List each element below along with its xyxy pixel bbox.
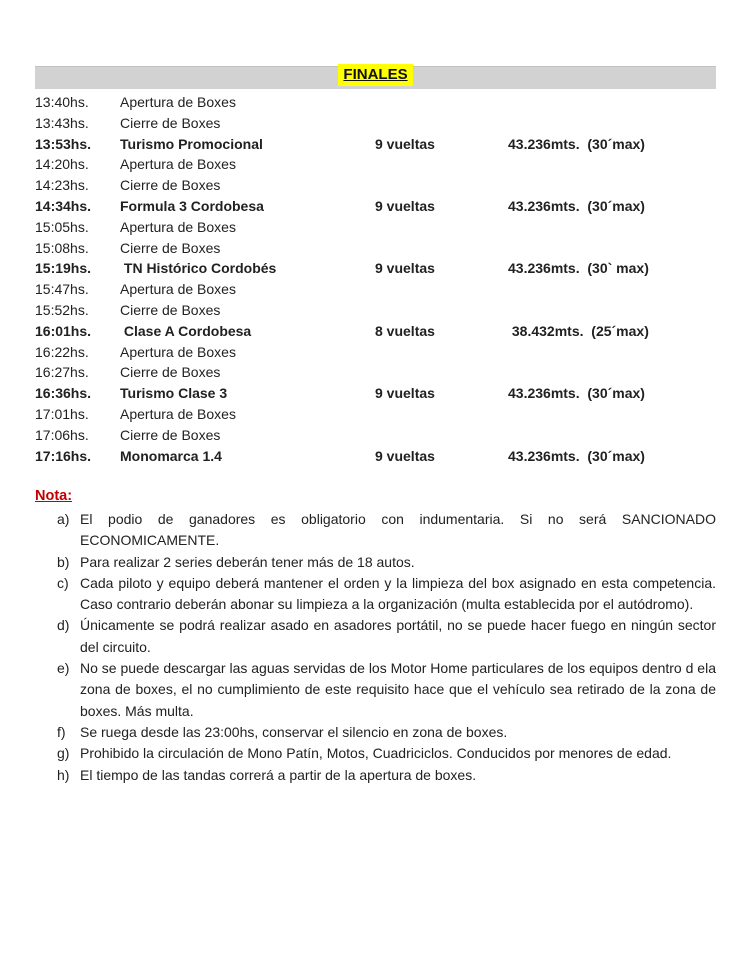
row-event: Cierre de Boxes [120,239,221,256]
row-event: Cierre de Boxes [120,114,221,131]
row-time: 15:52hs. [35,301,89,318]
note-text: El podio de ganadores es obligatorio con indumentaria. Si no será SANCIONADO ECONOMICAMENTE. [80,511,716,549]
notes-section [35,486,716,786]
note-item [57,552,716,573]
schedule-row [35,175,735,196]
schedule-row [35,113,735,134]
row-laps [375,279,508,300]
row-event: Cierre de Boxes [120,364,221,381]
row-time: 13:53hs. [35,135,92,152]
row-laps: 9 vueltas [375,385,435,402]
note-letter: b) [57,553,70,570]
row-event: Monomarca 1.4 [120,447,222,464]
note-item [57,765,716,786]
row-time: 16:22hs. [35,343,89,360]
row-time: 15:05hs. [35,218,89,235]
note-letter: a) [57,511,70,527]
notes-title: Nota: [35,488,73,504]
section-title-finales: FINALES [338,64,412,86]
row-laps: 9 vueltas [375,447,435,464]
row-time: 16:01hs. [35,322,92,339]
row-event: Apertura de Boxes [120,218,236,235]
row-event: Turismo Clase 3 [120,385,228,402]
note-item [57,658,716,722]
schedule-row [35,321,735,342]
note-text: Se ruega desde las 23:00hs, conservar el silencio en zona de boxes. [80,723,508,740]
row-distance [508,154,735,175]
row-time: 14:34hs. [35,197,92,214]
note-item [57,509,716,552]
row-laps [375,425,508,446]
row-distance: 43.236mts. (30´max) [508,135,645,152]
schedule-row [35,258,735,279]
row-time: 15:19hs. [35,260,92,277]
row-distance [508,175,735,196]
row-distance [508,238,735,259]
note-text: Prohibido la circulación de Mono Patín, Motos, Cuadriciclos. Conducidos por menores de edad. [80,745,672,762]
row-laps [375,362,508,383]
row-time: 14:23hs. [35,177,89,194]
row-time: 13:43hs. [35,114,89,131]
row-time: 16:36hs. [35,385,92,402]
row-event: Apertura de Boxes [120,343,236,360]
row-distance: 43.236mts. (30´max) [508,197,645,214]
row-laps [375,300,508,321]
note-text: Para realizar 2 series deberán tener más de 18 autos. [80,553,415,570]
schedule-row [35,134,735,155]
schedule-row [35,362,735,383]
row-event: Apertura de Boxes [120,94,236,110]
schedule-row [35,92,735,113]
schedule-row [35,300,735,321]
row-distance [508,342,735,363]
row-time: 15:08hs. [35,239,89,256]
row-laps: 8 vueltas [375,322,435,339]
row-time: 17:16hs. [35,447,92,464]
schedule-row [35,279,735,300]
row-distance: 43.236mts. (30´max) [508,385,645,402]
note-text: El tiempo de las tandas correrá a partir de la apertura de boxes. [80,766,477,783]
note-item [57,722,716,743]
row-event: Turismo Promocional [120,135,263,152]
schedule-row [35,238,735,259]
schedule-row [35,446,735,467]
row-laps [375,404,508,425]
row-event: Apertura de Boxes [120,405,236,422]
note-item [57,615,716,658]
row-distance [508,279,735,300]
row-event: Formula 3 Cordobesa [120,197,264,214]
note-letter: c) [57,574,69,591]
row-event: Cierre de Boxes [120,426,221,443]
row-time: 13:40hs. [35,94,89,110]
row-event: Clase A Cordobesa [120,322,252,339]
row-event: Cierre de Boxes [120,177,221,194]
row-distance [508,404,735,425]
note-text: Cada piloto y equipo deberá mantener el orden y la limpieza del box asignado en esta competencia. Caso contrario deberán abonar su limpieza a la organización (multa establecida por el autódromo). [80,574,716,613]
note-letter: d) [57,617,70,634]
row-event: Apertura de Boxes [120,156,236,173]
schedule-row [35,217,735,238]
schedule-row [35,154,735,175]
schedule-row [35,196,735,217]
row-laps: 9 vueltas [375,135,435,152]
schedule-row [35,383,735,404]
note-text: Únicamente se podrá realizar asado en asadores portátil, no se puede hacer fuego en ningún sector del circuito. [80,617,716,655]
note-letter: e) [57,660,70,677]
row-time: 15:47hs. [35,281,89,298]
note-text: No se puede descargar las aguas servidas de los Motor Home particulares de los equipos dentro d ela zona de boxes, el no cumplimiento de este requisito hace que el vehículo sea retirado de la zona de boxes. Más multa. [80,660,716,719]
row-time: 17:01hs. [35,405,89,422]
row-laps [375,175,508,196]
note-item [57,743,716,764]
row-distance [508,425,735,446]
row-distance: 38.432mts. (25´max) [508,322,649,339]
schedule-row [35,425,735,446]
schedule-row [35,404,735,425]
row-time: 14:20hs. [35,156,89,173]
note-letter: f) [57,723,66,740]
row-time: 16:27hs. [35,364,89,381]
row-distance: 43.236mts. (30` max) [508,260,649,277]
row-event: Cierre de Boxes [120,301,221,318]
row-distance [508,362,735,383]
row-laps [375,113,508,134]
row-laps [375,238,508,259]
row-distance [508,300,735,321]
row-laps [375,92,508,113]
row-time: 17:06hs. [35,426,89,443]
schedule-row [35,342,735,363]
row-distance: 43.236mts. (30´max) [508,447,645,464]
row-event: Apertura de Boxes [120,281,236,298]
row-distance [508,217,735,238]
row-laps [375,217,508,238]
note-letter: h) [57,766,70,783]
section-header-bar [35,66,716,89]
row-laps [375,342,508,363]
row-distance [508,92,735,113]
notes-list [35,509,716,786]
note-item [57,573,716,616]
row-laps [375,154,508,175]
note-letter: g) [57,745,70,762]
row-laps: 9 vueltas [375,197,435,214]
schedule-table [35,92,735,466]
row-laps: 9 vueltas [375,260,435,277]
row-event: TN Histórico Cordobés [120,260,277,277]
row-distance [508,113,735,134]
